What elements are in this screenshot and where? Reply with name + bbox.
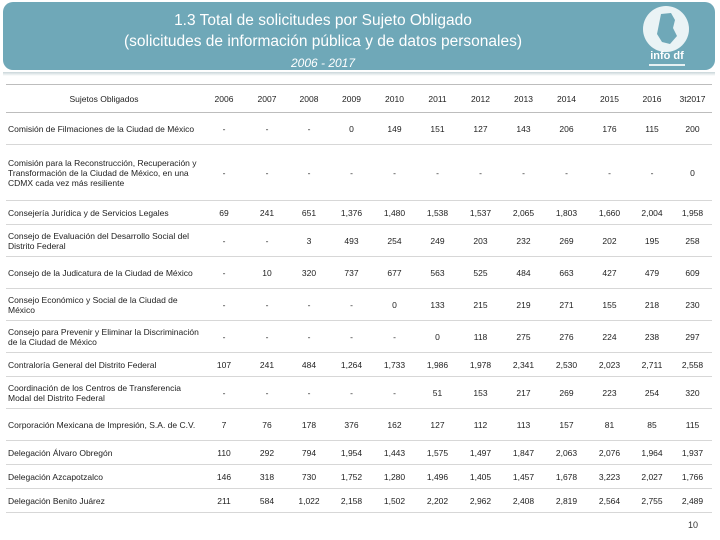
table-cell: 241 bbox=[246, 353, 288, 377]
table-cell: 2,076 bbox=[588, 441, 631, 465]
table-cell: 427 bbox=[588, 257, 631, 289]
table-cell: - bbox=[246, 113, 288, 145]
column-header-2012: 2012 bbox=[459, 85, 502, 113]
column-header-2016: 2016 bbox=[631, 85, 673, 113]
table-cell: 215 bbox=[459, 289, 502, 321]
table-cell: 2,023 bbox=[588, 353, 631, 377]
table-row bbox=[6, 489, 712, 513]
table-cell: 1,954 bbox=[330, 441, 373, 465]
table-cell: 3,223 bbox=[588, 465, 631, 489]
table-cell: - bbox=[202, 113, 246, 145]
year-range-subtitle: 2006 - 2017 bbox=[290, 56, 356, 70]
table-cell: - bbox=[373, 321, 416, 353]
row-label-sujeto: Contraloría General del Distrito Federal bbox=[6, 353, 202, 377]
table-cell: 118 bbox=[459, 321, 502, 353]
column-header-sujetos: Sujetos Obligados bbox=[6, 85, 202, 113]
table-cell: 76 bbox=[246, 409, 288, 441]
table-cell: 3 bbox=[288, 225, 330, 257]
table-cell: 1,538 bbox=[416, 201, 459, 225]
table-cell: - bbox=[246, 145, 288, 201]
table-cell: - bbox=[330, 289, 373, 321]
table-row bbox=[6, 465, 712, 489]
table-cell: 0 bbox=[416, 321, 459, 353]
table-cell: - bbox=[502, 145, 545, 201]
table-cell: 110 bbox=[202, 441, 246, 465]
table-cell: - bbox=[202, 321, 246, 353]
table-cell: 2,564 bbox=[588, 489, 631, 513]
table-cell: - bbox=[246, 321, 288, 353]
table-cell: 249 bbox=[416, 225, 459, 257]
table-cell: 1,937 bbox=[673, 441, 712, 465]
table-cell: 2,202 bbox=[416, 489, 459, 513]
table-cell: 2,158 bbox=[330, 489, 373, 513]
table-cell: 2,489 bbox=[673, 489, 712, 513]
table-cell: 320 bbox=[288, 257, 330, 289]
table-cell: 127 bbox=[459, 113, 502, 145]
table-cell: 258 bbox=[673, 225, 712, 257]
row-label-sujeto: Delegación Benito Juárez bbox=[6, 489, 202, 513]
table-cell: - bbox=[330, 321, 373, 353]
table-cell: 2,341 bbox=[502, 353, 545, 377]
table-cell: 1,022 bbox=[288, 489, 330, 513]
table-cell: - bbox=[202, 257, 246, 289]
requests-table bbox=[6, 84, 712, 513]
table-cell: 2,755 bbox=[631, 489, 673, 513]
table-cell: - bbox=[288, 377, 330, 409]
table-cell: 1,803 bbox=[545, 201, 588, 225]
table-cell: 151 bbox=[416, 113, 459, 145]
table-cell: 10 bbox=[246, 257, 288, 289]
table-cell: 1,733 bbox=[373, 353, 416, 377]
table-cell: 269 bbox=[545, 225, 588, 257]
table-cell: 297 bbox=[673, 321, 712, 353]
row-label-sujeto: Consejo de la Judicatura de la Ciudad de México bbox=[6, 257, 202, 289]
table-cell: 0 bbox=[373, 289, 416, 321]
banner-shadow bbox=[3, 72, 715, 76]
logo-emblem-icon bbox=[643, 6, 689, 52]
table-cell: 69 bbox=[202, 201, 246, 225]
table-cell: 176 bbox=[588, 113, 631, 145]
table-cell: 218 bbox=[631, 289, 673, 321]
table-cell: 2,065 bbox=[502, 201, 545, 225]
table-cell: 1,280 bbox=[373, 465, 416, 489]
table-cell: - bbox=[373, 377, 416, 409]
table-cell: 143 bbox=[502, 113, 545, 145]
row-label-sujeto: Delegación Álvaro Obregón bbox=[6, 441, 202, 465]
table-cell: 2,063 bbox=[545, 441, 588, 465]
table-cell: 651 bbox=[288, 201, 330, 225]
table-cell: 223 bbox=[588, 377, 631, 409]
table-cell: 794 bbox=[288, 441, 330, 465]
column-header-2014: 2014 bbox=[545, 85, 588, 113]
column-header-2009: 2009 bbox=[330, 85, 373, 113]
column-header-2011: 2011 bbox=[416, 85, 459, 113]
table-cell: 107 bbox=[202, 353, 246, 377]
table-cell: 2,408 bbox=[502, 489, 545, 513]
table-cell: 1,457 bbox=[502, 465, 545, 489]
column-header-2006: 2006 bbox=[202, 85, 246, 113]
table-cell: 157 bbox=[545, 409, 588, 441]
table-cell: 1,678 bbox=[545, 465, 588, 489]
table-cell: 1,405 bbox=[459, 465, 502, 489]
page-title bbox=[3, 10, 643, 52]
table-cell: 730 bbox=[288, 465, 330, 489]
table-cell: 149 bbox=[373, 113, 416, 145]
table-cell: 85 bbox=[631, 409, 673, 441]
row-label-sujeto: Consejería Jurídica y de Servicios Legales bbox=[6, 201, 202, 225]
table-cell: - bbox=[288, 145, 330, 201]
table-cell: 133 bbox=[416, 289, 459, 321]
table-cell: 2,819 bbox=[545, 489, 588, 513]
table-cell: 230 bbox=[673, 289, 712, 321]
table-cell: 206 bbox=[545, 113, 588, 145]
row-label-sujeto: Consejo de Evaluación del Desarrollo Social del Distrito Federal bbox=[6, 225, 202, 257]
table-cell: 479 bbox=[631, 257, 673, 289]
column-header-2013: 2013 bbox=[502, 85, 545, 113]
table-cell: - bbox=[416, 145, 459, 201]
header-row bbox=[6, 85, 712, 113]
table-cell: 493 bbox=[330, 225, 373, 257]
table-cell: 219 bbox=[502, 289, 545, 321]
table-cell: 484 bbox=[502, 257, 545, 289]
table-cell: 115 bbox=[673, 409, 712, 441]
table-row bbox=[6, 225, 712, 257]
table-cell: 1,443 bbox=[373, 441, 416, 465]
column-header-2015: 2015 bbox=[588, 85, 631, 113]
table-cell: 737 bbox=[330, 257, 373, 289]
table-cell: 51 bbox=[416, 377, 459, 409]
table-row bbox=[6, 289, 712, 321]
table-cell: 7 bbox=[202, 409, 246, 441]
table-cell: 203 bbox=[459, 225, 502, 257]
table-cell: 318 bbox=[246, 465, 288, 489]
table-cell: 254 bbox=[373, 225, 416, 257]
table-cell: - bbox=[373, 145, 416, 201]
table-cell: 276 bbox=[545, 321, 588, 353]
table-cell: 269 bbox=[545, 377, 588, 409]
table-cell: 153 bbox=[459, 377, 502, 409]
table-cell: - bbox=[246, 377, 288, 409]
table-cell: 2,027 bbox=[631, 465, 673, 489]
table-cell: 146 bbox=[202, 465, 246, 489]
table-cell: 609 bbox=[673, 257, 712, 289]
table-cell: 195 bbox=[631, 225, 673, 257]
page-number: 10 bbox=[688, 520, 699, 530]
table-cell: 525 bbox=[459, 257, 502, 289]
table-cell: 200 bbox=[673, 113, 712, 145]
row-label-sujeto: Corporación Mexicana de Impresión, S.A. de C.V. bbox=[6, 409, 202, 441]
table-cell: 1,964 bbox=[631, 441, 673, 465]
table-cell: 2,711 bbox=[631, 353, 673, 377]
table-cell: 0 bbox=[673, 145, 712, 201]
table-cell: 1,986 bbox=[416, 353, 459, 377]
table-cell: 0 bbox=[330, 113, 373, 145]
row-label-sujeto: Coordinación de los Centros de Transferencia Modal del Distrito Federal bbox=[6, 377, 202, 409]
table-cell: 1,978 bbox=[459, 353, 502, 377]
table-cell: 1,497 bbox=[459, 441, 502, 465]
table-cell: - bbox=[246, 289, 288, 321]
table-row bbox=[6, 377, 712, 409]
title-line-2: (solicitudes de información pública y de datos personales) bbox=[123, 33, 523, 50]
table-row bbox=[6, 409, 712, 441]
table-cell: 271 bbox=[545, 289, 588, 321]
table-cell: 292 bbox=[246, 441, 288, 465]
row-label-sujeto: Consejo Económico y Social de la Ciudad de México bbox=[6, 289, 202, 321]
table-cell: 663 bbox=[545, 257, 588, 289]
row-label-sujeto: Consejo para Prevenir y Eliminar la Discriminación de la Ciudad de México bbox=[6, 321, 202, 353]
column-header-3t2017: 3t2017 bbox=[673, 85, 712, 113]
table-cell: - bbox=[631, 145, 673, 201]
table-cell: - bbox=[545, 145, 588, 201]
table-cell: - bbox=[588, 145, 631, 201]
table-cell: 2,530 bbox=[545, 353, 588, 377]
table-cell: 115 bbox=[631, 113, 673, 145]
table-cell: - bbox=[330, 377, 373, 409]
table-cell: 127 bbox=[416, 409, 459, 441]
table-row bbox=[6, 145, 712, 201]
table-cell: - bbox=[202, 145, 246, 201]
table-cell: - bbox=[288, 113, 330, 145]
infodf-logo bbox=[641, 6, 693, 68]
table-cell: 232 bbox=[502, 225, 545, 257]
table-cell: - bbox=[202, 377, 246, 409]
table-cell: 1,502 bbox=[373, 489, 416, 513]
table-cell: 1,958 bbox=[673, 201, 712, 225]
table-cell: 1,376 bbox=[330, 201, 373, 225]
row-label-sujeto: Comisión para la Reconstrucción, Recuperación y Transformación de la Ciudad de México, en una CDMX cada vez más resiliente bbox=[6, 145, 202, 201]
table-cell: - bbox=[246, 225, 288, 257]
table-cell: 1,847 bbox=[502, 441, 545, 465]
table-cell: 178 bbox=[288, 409, 330, 441]
table-cell: 677 bbox=[373, 257, 416, 289]
table-cell: 224 bbox=[588, 321, 631, 353]
column-header-2007: 2007 bbox=[246, 85, 288, 113]
table-cell: 113 bbox=[502, 409, 545, 441]
row-label-sujeto: Delegación Azcapotzalco bbox=[6, 465, 202, 489]
table-cell: - bbox=[459, 145, 502, 201]
row-label-sujeto: Comisión de Filmaciones de la Ciudad de México bbox=[6, 113, 202, 145]
table-cell: - bbox=[202, 289, 246, 321]
table-cell: 155 bbox=[588, 289, 631, 321]
table-cell: 584 bbox=[246, 489, 288, 513]
table-cell: 162 bbox=[373, 409, 416, 441]
table-cell: - bbox=[330, 145, 373, 201]
table-cell: 1,575 bbox=[416, 441, 459, 465]
table-cell: 2,558 bbox=[673, 353, 712, 377]
table-row bbox=[6, 353, 712, 377]
table-cell: 563 bbox=[416, 257, 459, 289]
table-cell: 1,264 bbox=[330, 353, 373, 377]
table-cell: 1,766 bbox=[673, 465, 712, 489]
table-cell: 320 bbox=[673, 377, 712, 409]
column-header-2010: 2010 bbox=[373, 85, 416, 113]
title-line-1: 1.3 Total de solicitudes por Sujeto Obligado bbox=[174, 12, 472, 29]
table-cell: - bbox=[288, 321, 330, 353]
table-cell: 484 bbox=[288, 353, 330, 377]
table-cell: 1,660 bbox=[588, 201, 631, 225]
table-cell: 202 bbox=[588, 225, 631, 257]
table-cell: 217 bbox=[502, 377, 545, 409]
table-row bbox=[6, 201, 712, 225]
table-cell: 1,496 bbox=[416, 465, 459, 489]
table-cell: 1,752 bbox=[330, 465, 373, 489]
table-row bbox=[6, 257, 712, 289]
title-banner bbox=[3, 2, 715, 70]
table-cell: 376 bbox=[330, 409, 373, 441]
table-cell: 81 bbox=[588, 409, 631, 441]
table-cell: - bbox=[288, 289, 330, 321]
logo-fineprint bbox=[649, 64, 685, 66]
table-cell: 2,962 bbox=[459, 489, 502, 513]
table-cell: 1,480 bbox=[373, 201, 416, 225]
table-row bbox=[6, 321, 712, 353]
table-row bbox=[6, 113, 712, 145]
logo-text: info df bbox=[650, 50, 684, 62]
table-cell: 238 bbox=[631, 321, 673, 353]
table-cell: 275 bbox=[502, 321, 545, 353]
table-cell: 1,537 bbox=[459, 201, 502, 225]
table-cell: 241 bbox=[246, 201, 288, 225]
table-cell: 2,004 bbox=[631, 201, 673, 225]
column-header-2008: 2008 bbox=[288, 85, 330, 113]
table-cell: 211 bbox=[202, 489, 246, 513]
table-cell: 112 bbox=[459, 409, 502, 441]
table-cell: - bbox=[202, 225, 246, 257]
table-cell: 254 bbox=[631, 377, 673, 409]
table-row bbox=[6, 441, 712, 465]
